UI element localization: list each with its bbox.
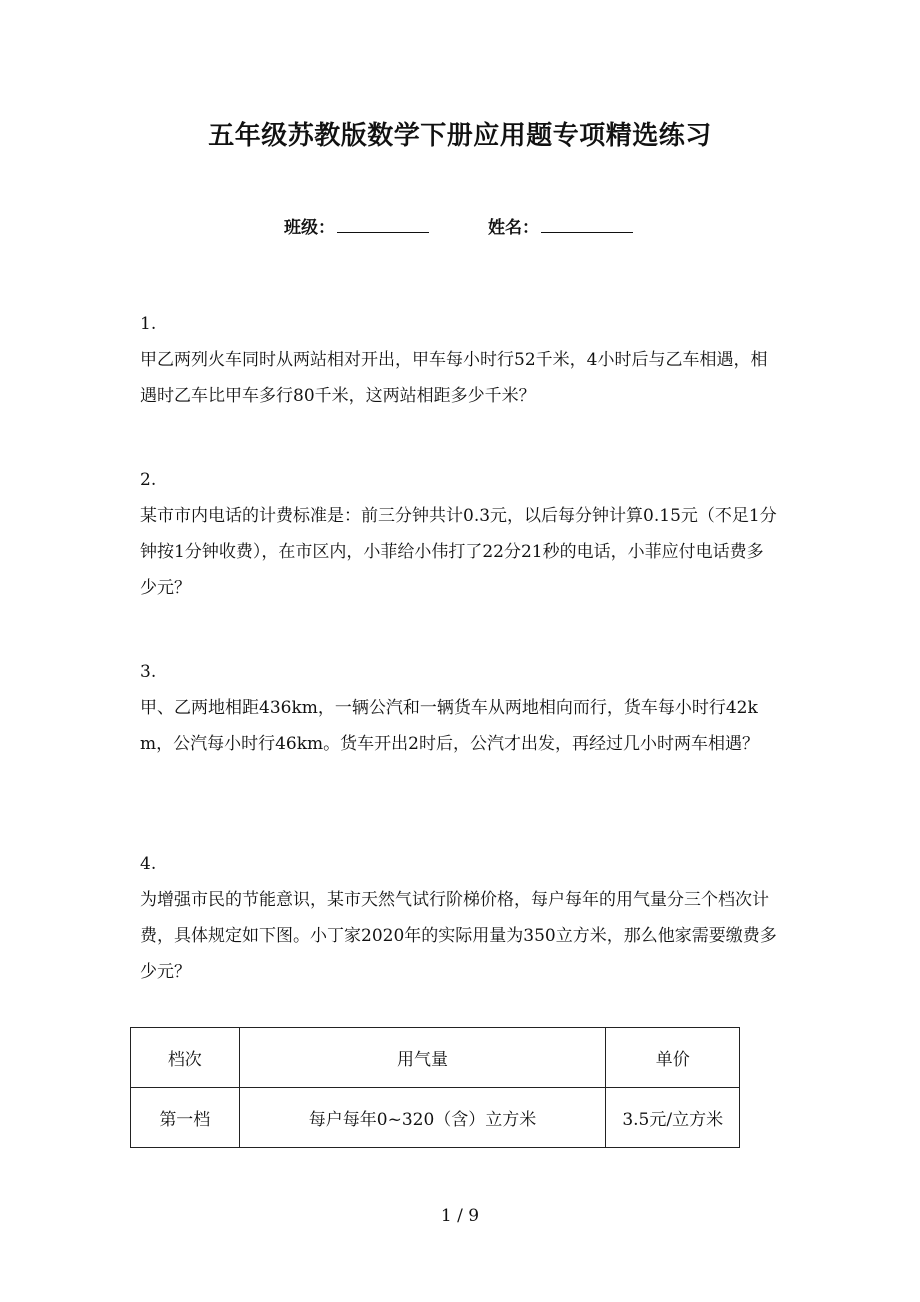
question-text: 甲、乙两地相距436km，一辆公汽和一辆货车从两地相向而行，货车每小时行42km，公汽每小时行46km。货车开出2时后，公汽才出发，再经过几小时两车相遇？ — [140, 698, 759, 754]
table-header-cell: 档次 — [131, 1028, 240, 1088]
table-cell: 3.5元/立方米 — [606, 1088, 740, 1148]
question-text: 为增强市民的节能意识，某市天然气试行阶梯价格，每户每年的用气量分三个档次计费，具体规定如下图。小丁家2020年的实际用量为350立方米，那么他家需要缴费多少元？ — [140, 890, 777, 982]
gas-price-table — [130, 1027, 740, 1148]
question-2 — [140, 462, 780, 606]
table-header-row — [131, 1028, 740, 1088]
class-label: 班级： — [284, 218, 335, 238]
student-info — [0, 212, 920, 242]
page-number: 1 / 9 — [440, 1206, 480, 1226]
table-header-cell: 单价 — [606, 1028, 740, 1088]
question-number: 3. — [140, 662, 157, 682]
name-blank[interactable] — [541, 212, 633, 233]
table-cell: 每户每年0~320（含）立方米 — [239, 1088, 606, 1148]
table-cell: 第一档 — [131, 1088, 240, 1148]
class-field — [284, 212, 429, 243]
page-title: 五年级苏教版数学下册应用题专项精选练习 — [208, 121, 712, 151]
class-blank[interactable] — [337, 212, 429, 233]
question-1 — [140, 306, 780, 414]
table-row — [131, 1088, 740, 1148]
question-number: 1. — [140, 314, 157, 334]
question-number: 2. — [140, 470, 157, 490]
question-4 — [140, 846, 780, 990]
name-label: 姓名： — [488, 218, 539, 238]
table-header-cell: 用气量 — [239, 1028, 606, 1088]
question-text: 某市市内电话的计费标准是：前三分钟共计0.3元，以后每分钟计算0.15元（不足1分钟按1分钟收费），在市区内，小菲给小伟打了22分21秒的电话，小菲应付电话费多少元？ — [140, 506, 777, 598]
question-text: 甲乙两列火车同时从两站相对开出，甲车每小时行52千米，4小时后与乙车相遇，相遇时乙车比甲车多行80千米，这两站相距多少千米？ — [140, 350, 768, 406]
question-number: 4. — [140, 854, 157, 874]
question-3 — [140, 654, 780, 762]
name-field — [488, 212, 633, 243]
